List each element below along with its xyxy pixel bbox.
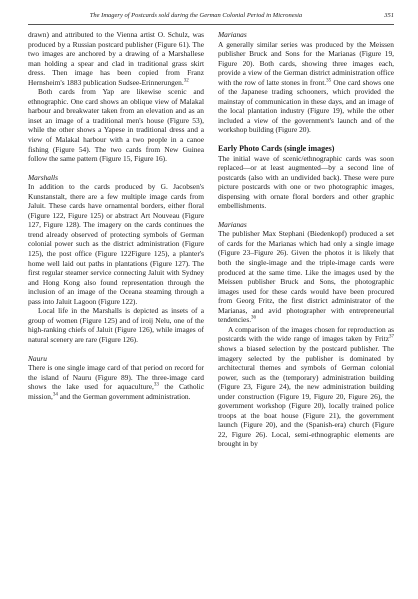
- header-rule: [28, 24, 394, 25]
- paragraph: The initial wave of scenic/ethnographic cards was soon replaced—or at least augmented—by a second line of postcards (also with an undivided back). These were pure picture postcards with one or two photographic images, dispensing with ornate floral borders and other graphic embellishments.: [218, 153, 394, 211]
- paragraph: [28, 30, 204, 87]
- footnote-ref: 34: [52, 392, 58, 398]
- subheading-nauru: Nauru: [28, 353, 47, 363]
- footnote-ref: 36: [251, 315, 257, 321]
- paragraph: There is one single image card of that period on record for the island of Nauru (Figure 89). The three-image card shows the lake used for aquaculture,$^{33}$ the Catholic mission,$^{34}$ and the German government administration.: [28, 363, 204, 401]
- paragraph: [218, 40, 394, 135]
- subheading-marianas: Marianas: [218, 30, 247, 39]
- page-number: 351: [384, 12, 394, 19]
- footnote-ref: 37: [389, 334, 394, 340]
- paragraph-text: shows a biased selection by the postcard publisher. The imagery selected by the publisher is dominated by architectural themes and symbols of German colonial power, such as the (temporary) administration building (Figure 23, Figure 24), the new administration building under construction (Figure 19, Figure 20, Figure 26), the government workshop (Figure 20), locally trained police troops at the boat house (Figure 21), the government launch (Figure 20), and the (Spanish-era) church (Figure 22, Figure 26). Local, semi-ethnographic elements are brought in by: [218, 343, 394, 449]
- footnote-ref: 35: [326, 78, 332, 84]
- paragraph-text: One card shows one of the Japanese trading schooners, which provided the mainstay of communication in these days, and an image of the local plantation industry (Figure 19), while the other included a view of the government's launch and of the workshop building (Figure 20).: [218, 77, 394, 135]
- paragraph: In addition to the cards produced by G. Jacobsen's Kunstanstalt, there are a few multiple image cards from Jaluit. These cards have ornamental borders, either floral (Figure 122, Figure 125) or abstract Art Nouveau (Figure 127, Figure 128). The imagery on the cards continues the trend already observed of protecting symbols of German colonial power such as the district administration (Figure 125), the post office (Figure 122Figure 125), a planter's home well laid out paths in plantations (Figure 127). The first regular steamer service connecting Jaluit with Sydney and Hong Kong also found representation through the inclusion of an image of the Oceana steaming through a pass into Jaluit Lagoon (Figure 122).: [28, 182, 204, 306]
- running-title: The Imagery of Postcards sold during the German Colonial Period in Micronesia: [89, 12, 303, 19]
- subheading-marianas: Marianas: [218, 219, 247, 229]
- footnote-ref: 32: [183, 78, 189, 84]
- section-heading: Early Photo Cards (single images): [218, 144, 335, 154]
- paragraph: Both cards from Yap are likewise scenic and ethnographic. One card shows an oblique view of Malakal harbour and breakwater taken from an elevation and as an inset an image of a traditional men's house (Figure 53), while the other shows a Yapese in traditional dress and a view of Malakal harbour with a two people in a canoe fishing (Figure 54). The two cards from New Guinea follow the same pattern (Figure 15, Figure 16).: [28, 87, 204, 164]
- subheading-marshalls: Marshalls: [28, 172, 58, 182]
- paragraph: [218, 229, 394, 324]
- paragraph-text: drawn) and attributed to the Vienna artist O. Schulz, was produced by a Russian postcard publisher (Figure 61). The two images are anchored by a drawing of a Marshallese man holding a spear and clad in traditional grass skirt dress. Then image has been copied from Franz Hernsheim's 1883 publication Sudsee-Erinnerungen.: [28, 30, 204, 87]
- paragraph-text: A generally similar series was produced by the Meissen publisher Bruck and Sons for the Marianas (Figure 19, Figure 20). Both cards, showing three images each, provide a view of the German district administration office with the row of latte stones in front.: [218, 39, 394, 87]
- paragraph-text: A comparison of the images chosen for reproduction as postcards with the wide range of images taken by Fritz: [218, 324, 394, 344]
- paragraph: [218, 325, 394, 449]
- paragraph: Local life in the Marshalls is depicted as insets of a group of women (Figure 125) and of iroij Nelu, one of the high-ranking chiefs of Jaluit (Figure 126), while images of natural scenery are rare (Figure 126).: [28, 306, 204, 344]
- left-column: [28, 30, 204, 401]
- footnote-ref: 33: [153, 382, 159, 388]
- paragraph-text: The publisher Max Stephani (Biedenkopf) produced a set of cards for the Marianas which had only a single image (Figure 23–Figure 26). Given the photos it is likely that both the single-image and the triple-image cards were produced at the same time. Like the images used by the Meissen publisher Bruck and Sons, the photographic images used for these cards would have been procured from Georg Fritz, the first district administrator of the Marianas, and avid photographer with entrepreneurial tendencies.: [218, 229, 394, 325]
- right-column: [218, 30, 394, 449]
